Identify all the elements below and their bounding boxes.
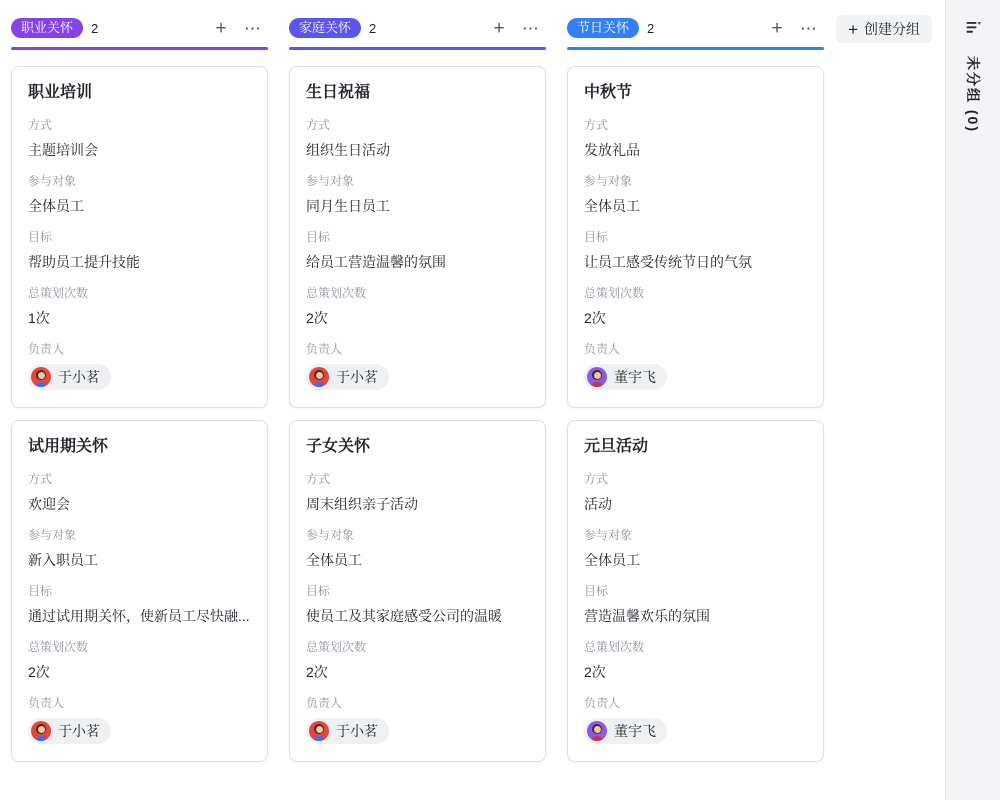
field-label: 方式 <box>306 118 331 132</box>
field-label: 负责人 <box>28 696 65 710</box>
plus-icon: + <box>848 19 858 39</box>
group-color-bar <box>289 47 546 50</box>
field-label: 参与对象 <box>584 528 633 542</box>
collapsed-groups-icon[interactable] <box>964 18 982 36</box>
field-label: 参与对象 <box>306 528 355 542</box>
owner-pill <box>28 718 111 744</box>
group-name-badge[interactable]: 职业关怀 <box>11 18 83 38</box>
field-label: 负责人 <box>584 342 621 356</box>
field-value: 新入职员工 <box>28 552 98 568</box>
field-label: 参与对象 <box>28 528 77 542</box>
record-card[interactable] <box>289 66 546 408</box>
field-value: 全体员工 <box>28 198 84 214</box>
field-label: 总策划次数 <box>584 286 645 300</box>
add-card-button[interactable] <box>210 17 232 39</box>
owner-name: 于小茗 <box>336 723 378 739</box>
owner-name: 董宇飞 <box>614 369 656 385</box>
field-label: 总策划次数 <box>306 640 367 654</box>
field-label: 总策划次数 <box>584 640 645 654</box>
field-value: 1次 <box>28 310 50 326</box>
card-title: 子女关怀 <box>306 438 371 455</box>
ellipsis-icon: ⋯ <box>244 18 262 38</box>
group-more-button[interactable] <box>798 17 820 39</box>
avatar <box>309 721 329 741</box>
field-label: 负责人 <box>306 696 343 710</box>
group-color-bar <box>567 47 824 50</box>
field-value: 全体员工 <box>584 198 640 214</box>
owner-pill <box>306 718 389 744</box>
field-value: 全体员工 <box>306 552 362 568</box>
owner-pill <box>584 364 667 390</box>
card-title: 元旦活动 <box>584 438 649 455</box>
owner-pill <box>584 718 667 744</box>
field-value: 2次 <box>306 664 328 680</box>
field-value: 营造温馨欢乐的氛围 <box>584 608 710 624</box>
field-label: 方式 <box>584 118 609 132</box>
avatar <box>309 367 329 387</box>
field-label: 总策划次数 <box>306 286 367 300</box>
create-group-button[interactable] <box>836 15 932 43</box>
group-more-button[interactable] <box>520 17 542 39</box>
group-name-badge[interactable]: 节日关怀 <box>567 18 639 38</box>
record-card[interactable] <box>11 66 268 408</box>
record-card[interactable] <box>11 420 268 762</box>
hidden-groups-rail[interactable] <box>945 0 1000 800</box>
field-label: 负责人 <box>28 342 65 356</box>
avatar <box>587 367 607 387</box>
field-value: 帮助员工提升技能 <box>28 254 140 270</box>
group-count: 2 <box>91 20 99 36</box>
field-label: 方式 <box>584 472 609 486</box>
add-card-button[interactable] <box>488 17 510 39</box>
field-value: 组织生日活动 <box>306 142 390 158</box>
create-group-label: 创建分组 <box>864 21 920 37</box>
ungrouped-label: 未分组 (0) <box>965 56 981 133</box>
group-color-bar <box>11 47 268 50</box>
field-value: 全体员工 <box>584 552 640 568</box>
avatar <box>587 721 607 741</box>
ellipsis-icon: ⋯ <box>800 18 818 38</box>
owner-name: 于小茗 <box>58 369 100 385</box>
column-header <box>11 15 268 41</box>
field-label: 目标 <box>584 584 609 598</box>
field-value: 2次 <box>28 664 50 680</box>
owner-name: 董宇飞 <box>614 723 656 739</box>
avatar <box>31 721 51 741</box>
group-name-badge[interactable]: 家庭关怀 <box>289 18 361 38</box>
add-card-button[interactable] <box>766 17 788 39</box>
field-value: 让员工感受传统节日的气氛 <box>584 254 752 270</box>
plus-icon: + <box>493 17 505 39</box>
field-label: 目标 <box>28 230 53 244</box>
card-title: 职业培训 <box>28 84 93 101</box>
owner-pill <box>28 364 111 390</box>
field-label: 负责人 <box>584 696 621 710</box>
field-label: 负责人 <box>306 342 343 356</box>
record-card[interactable] <box>289 420 546 762</box>
owner-name: 于小茗 <box>58 723 100 739</box>
field-value: 2次 <box>584 310 606 326</box>
field-label: 方式 <box>28 118 53 132</box>
column-header <box>567 15 824 41</box>
field-value: 周末组织亲子活动 <box>306 496 418 512</box>
record-card[interactable] <box>567 420 824 762</box>
card-title: 中秋节 <box>584 84 633 101</box>
ellipsis-icon: ⋯ <box>522 18 540 38</box>
field-value: 活动 <box>584 496 612 512</box>
field-value: 主题培训会 <box>28 142 98 158</box>
group-more-button[interactable] <box>242 17 264 39</box>
record-card[interactable] <box>567 66 824 408</box>
avatar <box>31 367 51 387</box>
field-value: 给员工营造温馨的氛围 <box>306 254 446 270</box>
group-count: 2 <box>647 20 655 36</box>
owner-name: 于小茗 <box>336 369 378 385</box>
column-header <box>289 15 546 41</box>
field-label: 目标 <box>584 230 609 244</box>
field-label: 总策划次数 <box>28 640 89 654</box>
owner-pill <box>306 364 389 390</box>
field-label: 方式 <box>306 472 331 486</box>
group-count: 2 <box>369 20 377 36</box>
field-value: 2次 <box>584 664 606 680</box>
board-column-3 <box>567 15 824 800</box>
field-label: 目标 <box>306 230 331 244</box>
field-label: 参与对象 <box>28 174 77 188</box>
field-label: 目标 <box>28 584 53 598</box>
field-label: 目标 <box>306 584 331 598</box>
field-value: 发放礼品 <box>584 142 640 158</box>
card-title: 生日祝福 <box>306 84 371 101</box>
plus-icon: + <box>771 17 783 39</box>
board-column-2 <box>289 15 546 800</box>
plus-icon: + <box>215 17 227 39</box>
card-title: 试用期关怀 <box>28 438 109 455</box>
board-column-1 <box>11 15 268 800</box>
field-value: 通过试用期关怀，使新员工尽快融... <box>28 608 250 624</box>
field-label: 方式 <box>28 472 53 486</box>
field-value: 欢迎会 <box>28 496 70 512</box>
field-label: 参与对象 <box>584 174 633 188</box>
field-label: 参与对象 <box>306 174 355 188</box>
field-label: 总策划次数 <box>28 286 89 300</box>
field-value: 同月生日员工 <box>306 198 390 214</box>
field-value: 2次 <box>306 310 328 326</box>
field-value: 使员工及其家庭感受公司的温暖 <box>306 608 502 624</box>
